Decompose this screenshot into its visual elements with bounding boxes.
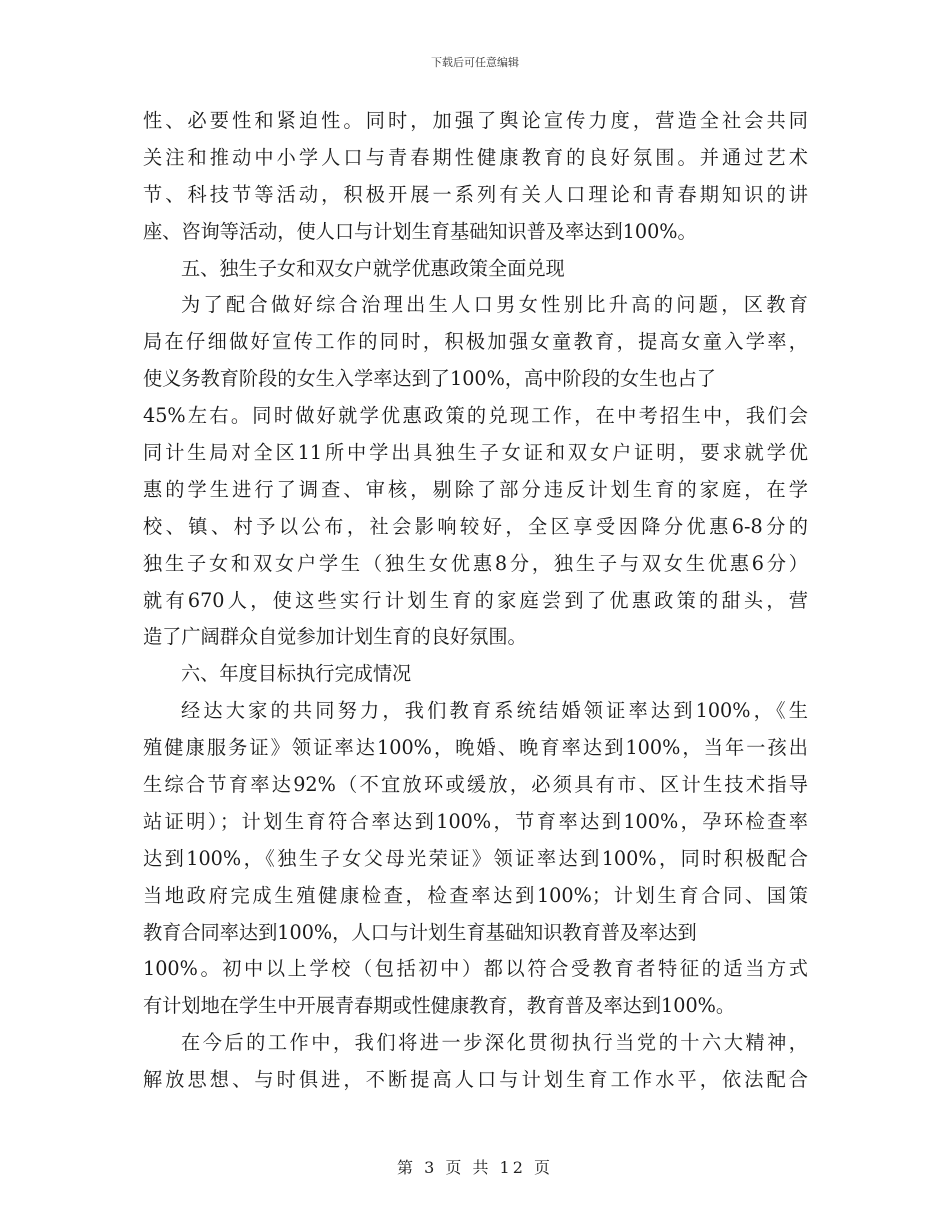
document-body <box>143 103 808 1099</box>
body-line: 座、咨询等活动，使人口与计划生育基础知识普及率达到100%。 <box>143 219 697 243</box>
section-heading: 五、独生子女和双女户就学优惠政策全面兑现 <box>181 256 565 280</box>
body-line: 使义务教育阶段的女生入学率达到了100%，高中阶段的女生也占了 <box>143 367 716 391</box>
body-line: 性、必要性和紧迫性。同时，加强了舆论宣传力度，营造全社会共同 <box>143 109 808 132</box>
body-line: 局在仔细做好宣传工作的同时，积极加强女童教育，提高女童入学率， <box>143 330 808 354</box>
body-line: 100%。初中以上学校（包括初中）都以符合受教育者特征的适当方式 <box>143 957 808 981</box>
page-number: 第 3 页 共 12 页 <box>397 1158 553 1177</box>
body-line: 45%左右。同时做好就学优惠政策的兑现工作，在中考招生中，我们会 <box>143 404 808 428</box>
body-line: 惠的学生进行了调查、审核，剔除了部分违反计划生育的家庭，在学 <box>143 477 808 501</box>
body-line: 同计生局对全区11所中学出具独生子女证和双女户证明，要求就学优 <box>143 441 808 465</box>
body-line: 校、镇、村予以公布，社会影响较好，全区享受因降分优惠6-8分的 <box>143 514 808 538</box>
body-line: 站证明）；计划生育符合率达到100%，节育率达到100%，孕环检查率 <box>143 809 808 833</box>
body-line: 当地政府完成生殖健康检查，检查率达到100%；计划生育合同、国策 <box>143 883 808 907</box>
body-line: 殖健康服务证》领证率达100%，晚婚、晚育率达到100%，当年一孩出 <box>143 736 808 760</box>
body-line: 解放思想、与时俱进，不断提高人口与计划生育工作水平，依法配合 <box>143 1068 808 1092</box>
body-line: 有计划地在学生中开展青春期或性健康教育，教育普及率达到100%。 <box>143 994 736 1018</box>
body-line: 独生子女和双女户学生（独生女优惠8分，独生子与双女生优惠6分） <box>143 551 808 575</box>
body-line: 节、科技节等活动，积极开展一系列有关人口理论和青春期知识的讲 <box>143 182 808 206</box>
body-line: 造了广阔群众自觉参加计划生育的良好氛围。 <box>143 625 527 649</box>
body-line: 就有670人，使这些实行计划生育的家庭尝到了优惠政策的甜头，营 <box>143 588 808 612</box>
body-line: 达到100%，《独生子女父母光荣证》领证率达到100%，同时积极配合 <box>143 846 808 870</box>
section-heading: 六、年度目标执行完成情况 <box>181 662 412 686</box>
body-line: 经达大家的共同努力，我们教育系统结婚领证率达到100%，《生 <box>181 699 808 723</box>
body-line: 生综合节育率达92%（不宜放环或缓放，必须具有市、区计生技术指导 <box>143 773 808 797</box>
body-line: 教育合同率达到100%，人口与计划生育基础知识教育普及率达到 <box>143 920 697 944</box>
body-line: 为了配合做好综合治理出生人口男女性别比升高的问题，区教育 <box>181 293 808 317</box>
page-header: 下载后可任意编辑 <box>431 56 519 69</box>
body-line: 在今后的工作中，我们将进一步深化贯彻执行当党的十六大精神， <box>181 1031 808 1055</box>
body-line: 关注和推动中小学人口与青春期性健康教育的良好氛围。并通过艺术 <box>143 145 808 169</box>
